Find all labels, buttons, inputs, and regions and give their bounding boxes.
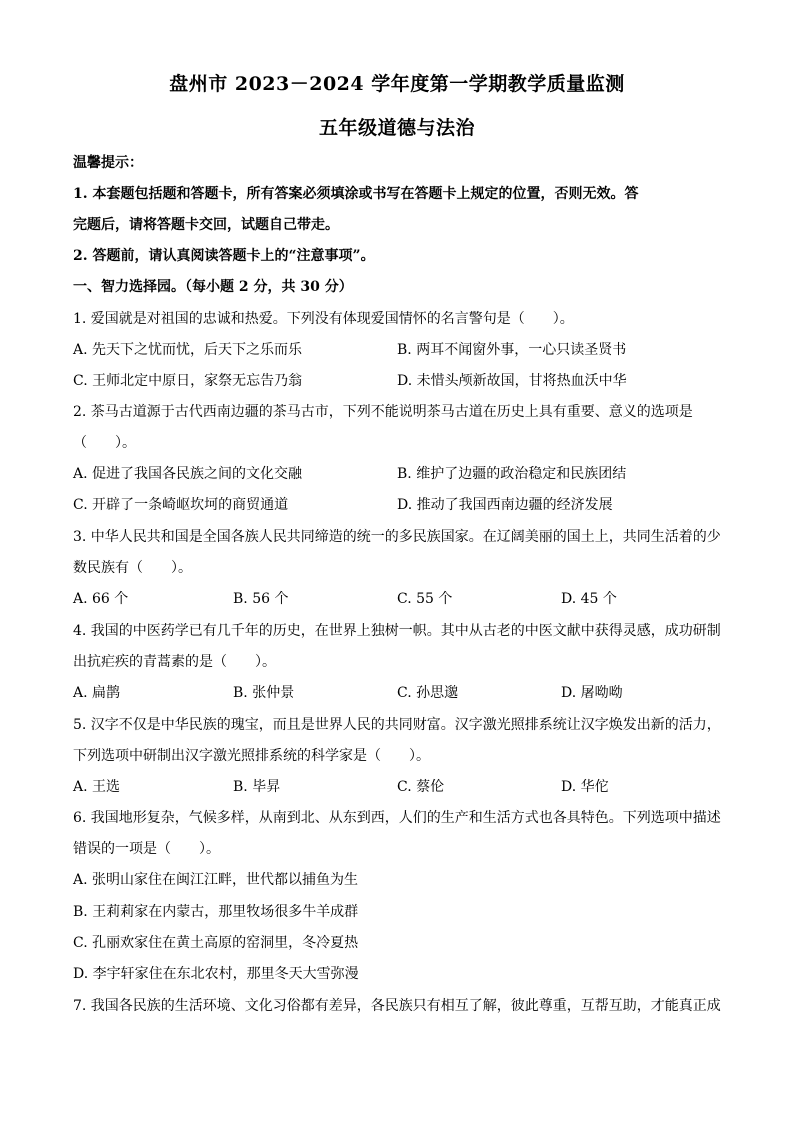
question-5-stem-line-2: 下列选项中研制出汉字激光照排系统的科学家是（ ）。 <box>73 748 430 764</box>
tip-1-line-2: 完题后，请将答题卡交回，试题自己带走。 <box>73 217 339 233</box>
q2-option-c: C. 开辟了一条崎岖坎坷的商贸通道 <box>73 497 289 513</box>
q1-option-c: C. 王师北定中原日，家祭无忘告乃翁 <box>73 373 303 389</box>
q1-option-b: B. 两耳不闻窗外事，一心只读圣贤书 <box>397 342 627 358</box>
tip-1-line-1: 1. 本套题包括题和答题卡，所有答案必须填涂或书写在答题卡上规定的位置，否则无效。答 <box>73 186 639 202</box>
q5-option-b: B. 毕昇 <box>233 779 281 795</box>
q3-option-a: A. 66 个 <box>73 591 129 607</box>
q4-option-d: D. 屠呦呦 <box>561 685 623 701</box>
q6-option-d: D. 李宇轩家住在东北农村，那里冬天大雪弥漫 <box>73 966 359 982</box>
q5-option-d: D. 华佗 <box>561 779 609 795</box>
q3-option-c: C. 55 个 <box>397 591 453 607</box>
question-2-stem-line-2: （ ）。 <box>73 435 136 451</box>
question-2-stem-line-1: 2. 茶马古道源于古代西南边疆的茶马古市，下列不能说明茶马古道在历史上具有重要、意义的选项是 <box>73 404 693 420</box>
question-4-stem-line-2: 出抗疟疾的青蒿素的是（ ）。 <box>73 654 276 670</box>
q5-option-c: C. 蔡伦 <box>397 779 445 795</box>
q6-option-c: C. 孔丽欢家住在黄土高原的窑洞里，冬冷夏热 <box>73 935 359 951</box>
q2-option-d: D. 推动了我国西南边疆的经济发展 <box>397 497 613 513</box>
q6-option-b: B. 王莉莉家在内蒙古，那里牧场很多牛羊成群 <box>73 904 359 920</box>
question-3-stem-line-1: 3. 中华人民共和国是全国各族人民共同缔造的统一的多民族国家。在辽阔美丽的国土上，共同生活着的少 <box>73 529 721 545</box>
q6-option-a: A. 张明山家住在闽江江畔，世代都以捕鱼为生 <box>73 872 359 888</box>
q2-option-a: A. 促进了我国各民族之间的文化交融 <box>73 466 303 482</box>
question-7-stem-line-1: 7. 我国各民族的生活环境、文化习俗都有差异，各民族只有相互了解，彼此尊重，互帮互助，才能真正成 <box>73 998 721 1014</box>
tips-heading: 温馨提示： <box>73 155 143 171</box>
tip-2: 2. 答题前，请认真阅读答题卡上的“注意事项”。 <box>73 248 375 264</box>
q2-option-b: B. 维护了边疆的政治稳定和民族团结 <box>397 466 627 482</box>
section-1-heading: 一、智力选择园。（每小题 2 分，共 30 分） <box>73 279 353 295</box>
q1-option-a: A. 先天下之忧而忧，后天下之乐而乐 <box>73 342 303 358</box>
question-4-stem-line-1: 4. 我国的中医药学已有几千年的历史，在世界上独树一帜。其中从古老的中医文献中获得灵感，成功研制 <box>73 623 721 639</box>
question-6-stem-line-2: 错误的一项是（ ）。 <box>73 841 220 857</box>
question-1-stem: 1. 爱国就是对祖国的忠诚和热爱。下列没有体现爱国情怀的名言警句是（ ）。 <box>73 311 574 327</box>
q4-option-b: B. 张仲景 <box>233 685 295 701</box>
q4-option-a: A. 扁鹊 <box>73 685 121 701</box>
question-5-stem-line-1: 5. 汉字不仅是中华民族的瑰宝，而且是世界人民的共同财富。汉字激光照排系统让汉字焕发出新的活力， <box>73 717 721 733</box>
exam-title: 盘州市 2023－2024 学年度第一学期教学质量监测 <box>169 73 625 95</box>
exam-subject: 五年级道德与法治 <box>318 117 475 139</box>
q5-option-a: A. 王选 <box>73 779 121 795</box>
q3-option-b: B. 56 个 <box>233 591 289 607</box>
question-6-stem-line-1: 6. 我国地形复杂，气候多样，从南到北、从东到西，人们的生产和生活方式也各具特色。下列选项中描述 <box>73 810 721 826</box>
q3-option-d: D. 45 个 <box>561 591 617 607</box>
q1-option-d: D. 未惜头颅新故国，甘将热血沃中华 <box>397 373 627 389</box>
q4-option-c: C. 孙思邈 <box>397 685 459 701</box>
question-3-stem-line-2: 数民族有（ ）。 <box>73 560 192 576</box>
